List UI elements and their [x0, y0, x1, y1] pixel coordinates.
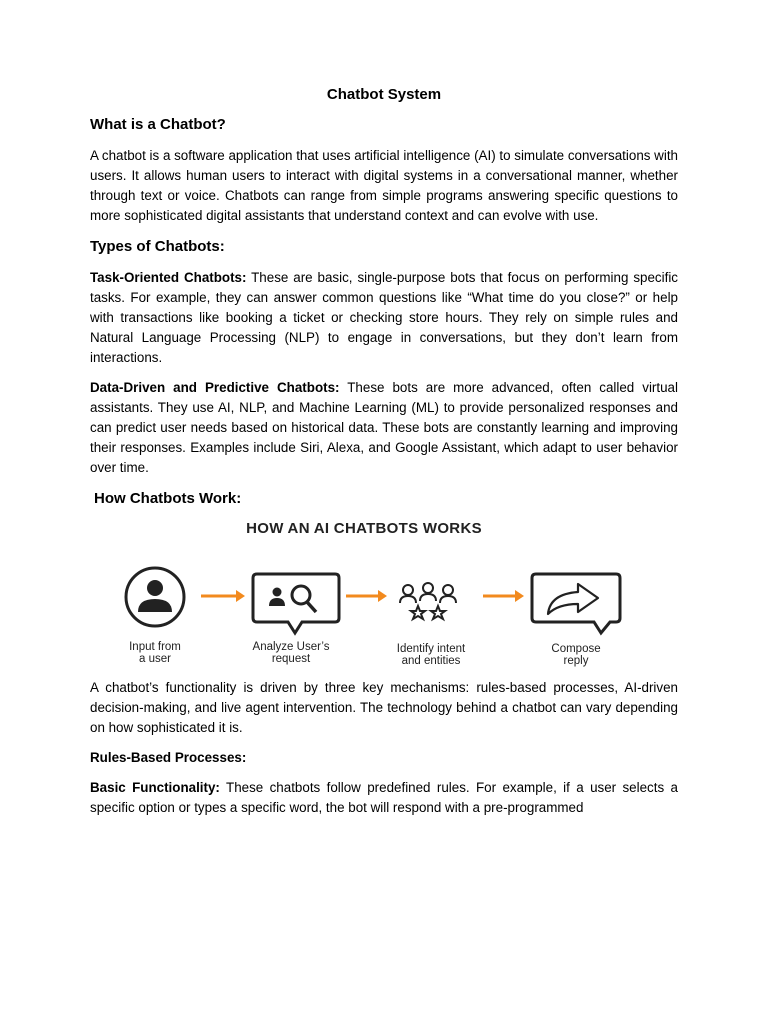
arrow-icon	[201, 590, 245, 602]
step-label-line: a user	[139, 653, 171, 665]
step-label-analyze	[236, 641, 346, 665]
subheading-rules-based	[90, 748, 678, 768]
document-page	[90, 84, 678, 828]
term-task-oriented: Task-Oriented Chatbots:	[90, 270, 247, 285]
text-data-driven: These bots are more advanced, often called virtual assistants. They use AI, NLP, and Machine Learning (ML) to provide personalized responses and can predict user needs based on historical data. These bots are constantly learning and improving their responses. Examples include Siri, Alexa, and Google Assistant, which adapt to user behavior over time.	[90, 380, 678, 475]
user-icon	[126, 568, 184, 626]
people-network-icon	[400, 583, 456, 619]
reply-arrow-icon	[532, 574, 620, 633]
term-basic-functionality: Basic Functionality:	[90, 780, 220, 795]
step-label-input	[100, 641, 210, 665]
step-label-line: Compose	[551, 643, 601, 655]
term-data-driven: Data-Driven and Predictive Chatbots:	[90, 380, 340, 395]
section-heading-what-is: What is a Chatbot?	[90, 116, 226, 133]
paragraph-functionality: A chatbot’s functionality is driven by three key mechanisms: rules-based processes, AI-driven decision-making, and live agent intervention. The technology behind a chatbot can vary depending on how sophisticated it is.	[90, 680, 678, 735]
text-task-oriented: These are basic, single-purpose bots that focus on performing specific tasks. For example, they can answer common questions like “What time do you close?” or help with transactions like booking a ticket or checking store hours. They rely on simple rules and Natural Language Processing (NLP) to engage in conversations, but they don’t learn from interactions.	[90, 270, 678, 365]
section-heading-how-works: How Chatbots Work:	[94, 490, 242, 507]
paragraph-data-driven	[90, 378, 678, 478]
text-basic-functionality: These chatbots follow predefined rules. For example, if a user selects a specific option or types a specific word, the bot will respond with a pre-programmed	[90, 780, 678, 815]
step-label-line: Input from	[129, 641, 181, 653]
paragraph-what-is: A chatbot is a software application that uses artificial intelligence (AI) to simulate conversations with users. It allows human users to interact with digital systems in a conversational manner, whether through text or voice. Chatbots can range from simple programs answering specific questions to more sophisticated digital assistants that understand context and can evolve with use.	[90, 148, 678, 223]
paragraph-basic-functionality	[90, 778, 678, 818]
step-label-line: reply	[563, 655, 589, 667]
step-label-compose	[521, 643, 631, 667]
figure-title: HOW AN AI CHATBOTS WORKS	[246, 520, 482, 537]
step-label-line: and entities	[401, 655, 461, 667]
arrow-icon	[483, 590, 524, 602]
step-label-identify	[376, 643, 486, 667]
arrow-icon	[346, 590, 387, 602]
search-users-icon	[253, 574, 339, 633]
paragraph-task-oriented	[90, 268, 678, 368]
step-label-line: request	[271, 653, 311, 665]
document-title: Chatbot System	[326, 86, 442, 103]
step-label-line: Identify intent	[396, 643, 466, 655]
step-label-line: Analyze User’s	[252, 641, 330, 653]
section-heading-types: Types of Chatbots:	[90, 238, 225, 255]
term-rules-based: Rules-Based Processes:	[90, 750, 247, 765]
how-chatbots-work-figure	[90, 520, 678, 670]
